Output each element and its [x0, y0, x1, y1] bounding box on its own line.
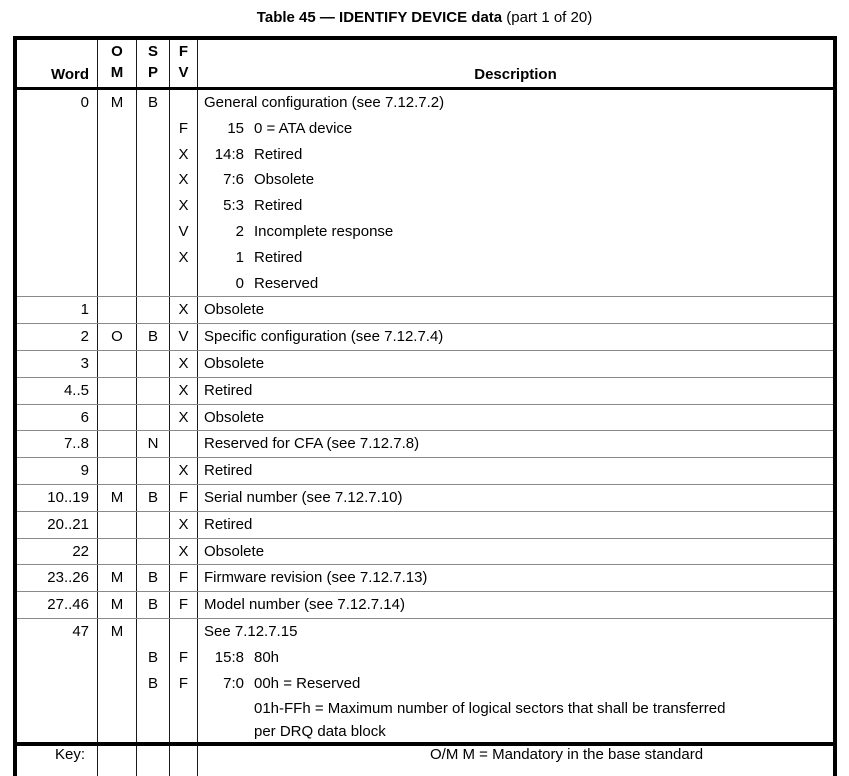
word-cell: 3 — [17, 351, 98, 377]
table-row — [17, 539, 833, 566]
identify-device-table — [13, 36, 837, 776]
om-cell: M — [98, 565, 137, 591]
table-row — [17, 592, 833, 619]
bit-range: 1 — [235, 248, 244, 266]
om-cell — [98, 297, 137, 323]
header-sp: S P — [137, 40, 170, 87]
sp-cell — [137, 297, 170, 323]
table-row — [17, 405, 833, 432]
word-cell: 6 — [17, 405, 98, 431]
description-text: Reserved for CFA (see 7.12.7.8) — [204, 435, 420, 453]
sp-cell — [137, 142, 170, 168]
sp-cell: B — [137, 671, 170, 697]
table-line — [17, 297, 833, 323]
table-line — [17, 90, 833, 116]
bit-range — [204, 696, 244, 722]
description-cell — [198, 485, 833, 511]
table-row — [17, 565, 833, 592]
word-cell — [17, 696, 98, 722]
sp-cell: B — [137, 645, 170, 671]
sp-cell — [137, 193, 170, 219]
om-cell — [98, 116, 137, 142]
bit-range: 5:3 — [223, 197, 244, 215]
table-row — [17, 485, 833, 512]
fv-cell: X — [170, 458, 198, 484]
word-cell — [17, 271, 98, 297]
word-cell: 1 — [17, 297, 98, 323]
word-cell — [17, 645, 98, 671]
sp-cell: B — [137, 90, 170, 116]
table-line — [17, 485, 833, 511]
sp-cell — [137, 378, 170, 404]
description-cell — [198, 271, 833, 297]
word-cell: 23..26 — [17, 565, 98, 591]
bit-range: 14:8 — [214, 145, 244, 163]
fv-cell: X — [170, 539, 198, 565]
table-key-row — [17, 746, 833, 776]
sp-cell — [137, 512, 170, 538]
bit-range: 7:6 — [223, 171, 244, 189]
word-cell: 9 — [17, 458, 98, 484]
table-body — [17, 90, 833, 742]
description-cell — [198, 90, 833, 116]
om-cell — [98, 431, 137, 457]
om-cell — [98, 405, 137, 431]
om-cell: M — [98, 592, 137, 618]
table-row — [17, 378, 833, 405]
description-text: Retired — [204, 515, 253, 533]
word-cell: 10..19 — [17, 485, 98, 511]
om-cell — [98, 219, 137, 245]
om-cell: M — [98, 90, 137, 116]
table-header-row — [17, 40, 833, 90]
word-cell: 20..21 — [17, 512, 98, 538]
om-cell: M — [98, 485, 137, 511]
description-cell — [198, 619, 833, 645]
sp-cell: N — [137, 431, 170, 457]
fv-cell — [170, 90, 198, 116]
table-line — [17, 351, 833, 377]
bit-description-text: per DRQ data block — [254, 723, 386, 741]
fv-cell: F — [170, 116, 198, 142]
word-cell: 4..5 — [17, 378, 98, 404]
description-text: Obsolete — [204, 301, 265, 319]
fv-cell: X — [170, 297, 198, 323]
sp-cell — [137, 722, 170, 742]
word-cell — [17, 722, 98, 742]
header-fv: F V — [170, 40, 198, 87]
table-line — [17, 219, 833, 245]
table-row — [17, 619, 833, 742]
sp-cell — [137, 619, 170, 645]
om-cell — [98, 167, 137, 193]
description-cell — [198, 167, 833, 193]
table-line — [17, 142, 833, 168]
description-text: Serial number (see 7.12.7.10) — [204, 488, 403, 506]
header-om: O M — [98, 40, 137, 87]
sp-cell — [137, 696, 170, 722]
om-cell — [98, 722, 137, 742]
bit-description-text: Reserved — [254, 274, 319, 292]
word-cell — [17, 193, 98, 219]
fv-cell: F — [170, 645, 198, 671]
bit-description-text: 01h-FFh = Maximum number of logical sectors that shall be transferred — [254, 700, 726, 718]
table-line — [17, 696, 833, 722]
bit-range: 15:8 — [214, 648, 244, 666]
word-cell — [17, 142, 98, 168]
word-cell: 7..8 — [17, 431, 98, 457]
word-cell — [17, 167, 98, 193]
om-cell — [98, 512, 137, 538]
description-text: Retired — [204, 462, 253, 480]
description-cell — [198, 116, 833, 142]
table-row — [17, 458, 833, 485]
bit-range: 2 — [235, 222, 244, 240]
table-line — [17, 324, 833, 350]
fv-cell — [170, 696, 198, 722]
description-cell — [198, 193, 833, 219]
fv-cell: X — [170, 142, 198, 168]
bit-range — [204, 722, 254, 742]
fv-cell: X — [170, 167, 198, 193]
description-cell — [198, 351, 833, 377]
om-cell: M — [98, 619, 137, 645]
bit-description-text: Incomplete response — [254, 222, 394, 240]
fv-cell: X — [170, 245, 198, 271]
sp-cell — [137, 351, 170, 377]
table-line — [17, 167, 833, 193]
om-cell — [98, 539, 137, 565]
om-cell — [98, 645, 137, 671]
sp-cell: B — [137, 565, 170, 591]
description-text: Specific configuration (see 7.12.7.4) — [204, 328, 444, 346]
table-line — [17, 245, 833, 271]
fv-cell: F — [170, 565, 198, 591]
description-text: Retired — [204, 381, 253, 399]
fv-cell: X — [170, 193, 198, 219]
bit-description-text: Retired — [254, 248, 303, 266]
sp-cell — [137, 245, 170, 271]
description-cell — [198, 142, 833, 168]
description-text: See 7.12.7.15 — [204, 622, 298, 640]
description-cell — [198, 722, 833, 742]
bit-description-text: Obsolete — [254, 171, 315, 189]
fv-cell: X — [170, 351, 198, 377]
table-line — [17, 539, 833, 565]
bit-description-text: 00h = Reserved — [254, 674, 361, 692]
description-text: Obsolete — [204, 542, 265, 560]
om-cell — [98, 458, 137, 484]
fv-cell: F — [170, 671, 198, 697]
header-description: Description — [474, 66, 557, 83]
sp-cell — [137, 219, 170, 245]
table-row — [17, 351, 833, 378]
fv-cell — [170, 722, 198, 742]
description-cell — [198, 378, 833, 404]
table-caption — [0, 9, 849, 36]
fv-cell: X — [170, 378, 198, 404]
description-text: Firmware revision (see 7.12.7.13) — [204, 569, 428, 587]
fv-cell — [170, 619, 198, 645]
description-text: General configuration (see 7.12.7.2) — [204, 94, 445, 111]
table-line — [17, 592, 833, 618]
sp-cell — [137, 116, 170, 142]
word-cell — [17, 245, 98, 271]
table-line — [17, 671, 833, 697]
word-cell: 0 — [17, 90, 98, 116]
word-cell — [17, 116, 98, 142]
table-row — [17, 297, 833, 324]
fv-cell: V — [170, 324, 198, 350]
bit-range: 0 — [235, 274, 244, 292]
om-cell — [98, 671, 137, 697]
header-word: Word — [17, 40, 98, 87]
fv-cell: X — [170, 405, 198, 431]
word-cell — [17, 671, 98, 697]
bit-description-text: 80h — [254, 648, 280, 666]
table-line — [17, 271, 833, 297]
word-cell: 2 — [17, 324, 98, 350]
fv-cell — [170, 271, 198, 297]
table-line — [17, 431, 833, 457]
sp-cell — [137, 405, 170, 431]
fv-cell — [170, 431, 198, 457]
table-line — [17, 193, 833, 219]
table-caption-bold: Table 45 — IDENTIFY DEVICE data — [256, 9, 503, 26]
table-line — [17, 405, 833, 431]
table-line — [17, 565, 833, 591]
table-row — [17, 90, 833, 297]
fv-cell: F — [170, 485, 198, 511]
om-cell — [98, 271, 137, 297]
om-cell — [98, 351, 137, 377]
description-text: Model number (see 7.12.7.14) — [204, 596, 405, 614]
bit-description-text: Retired — [254, 197, 303, 215]
table-line — [17, 458, 833, 484]
sp-cell: B — [137, 324, 170, 350]
word-cell: 22 — [17, 539, 98, 565]
sp-cell: B — [137, 485, 170, 511]
description-cell — [198, 671, 833, 697]
description-cell — [198, 219, 833, 245]
table-line — [17, 645, 833, 671]
table-row — [17, 324, 833, 351]
description-cell — [198, 645, 833, 671]
table-row — [17, 512, 833, 539]
om-cell — [98, 378, 137, 404]
om-cell — [98, 142, 137, 168]
description-cell — [198, 696, 833, 722]
description-cell — [198, 592, 833, 618]
sp-cell: B — [137, 592, 170, 618]
table-line — [17, 619, 833, 645]
table-row — [17, 431, 833, 458]
description-text: Obsolete — [204, 408, 265, 426]
description-cell — [198, 458, 833, 484]
om-cell — [98, 696, 137, 722]
fv-cell: F — [170, 592, 198, 618]
table-caption-part: (part 1 of 20) — [502, 9, 593, 26]
table-line — [17, 116, 833, 142]
om-cell — [98, 245, 137, 271]
description-cell — [198, 245, 833, 271]
description-cell — [198, 297, 833, 323]
description-text: Obsolete — [204, 354, 265, 372]
key-text-cell: O/M M = Mandatory in the base standard — [430, 746, 704, 764]
fv-cell: V — [170, 219, 198, 245]
om-cell: O — [98, 324, 137, 350]
om-cell — [98, 193, 137, 219]
table-line — [17, 378, 833, 404]
word-cell: 47 — [17, 619, 98, 645]
table-line — [17, 722, 833, 742]
description-cell — [198, 405, 833, 431]
description-cell — [198, 512, 833, 538]
table-line — [17, 512, 833, 538]
bit-description-text: Retired — [254, 145, 303, 163]
sp-cell — [137, 167, 170, 193]
bit-description-text: 0 = ATA device — [254, 119, 353, 137]
description-cell — [198, 324, 833, 350]
sp-cell — [137, 458, 170, 484]
word-cell — [17, 219, 98, 245]
description-cell — [198, 565, 833, 591]
key-label-cell: Key: — [17, 746, 98, 776]
fv-cell: X — [170, 512, 198, 538]
bit-range: 15 — [227, 119, 244, 137]
description-cell — [198, 431, 833, 457]
sp-cell — [137, 271, 170, 297]
bit-range: 7:0 — [223, 674, 244, 692]
description-cell — [198, 539, 833, 565]
word-cell: 27..46 — [17, 592, 98, 618]
sp-cell — [137, 539, 170, 565]
